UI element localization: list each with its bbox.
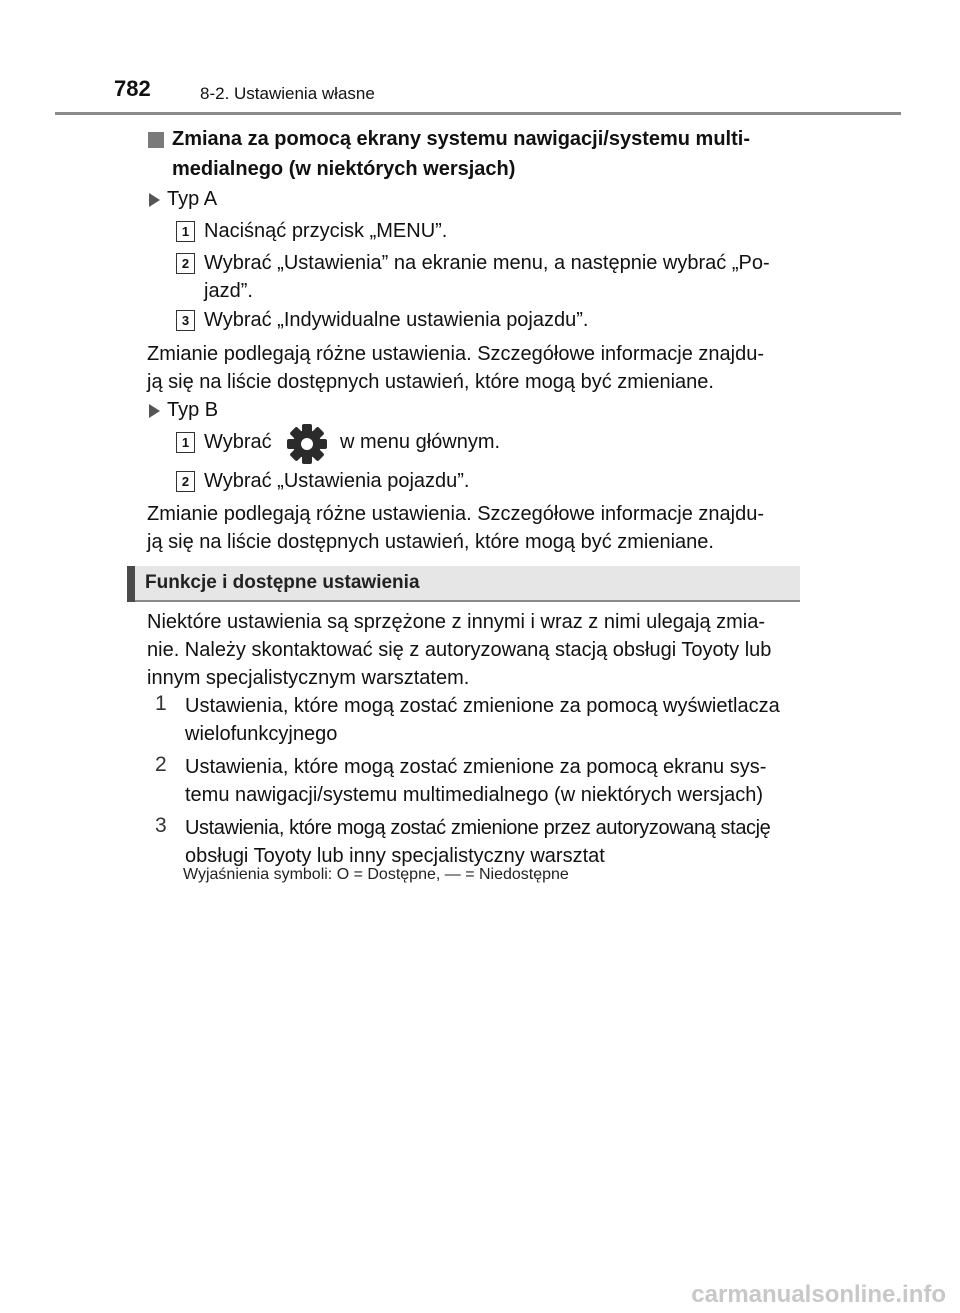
- subsection-title-line1: Zmiana za pomocą ekrany systemu nawigacji/systemu multi-: [172, 128, 750, 150]
- step-number-badge: 3: [176, 310, 195, 331]
- intro-line1: Niektóre ustawienia są sprzężone z innymi i wraz z nimi ulegają zmia-: [147, 611, 766, 633]
- type-b-paragraph-line2: ją się na liście dostępnych ustawień, które mogą być zmieniane.: [147, 531, 714, 553]
- section-heading: Funkcje i dostępne ustawienia: [145, 572, 420, 593]
- step-number-badge: 2: [176, 471, 195, 492]
- step-number-badge: 2: [176, 253, 195, 274]
- list-item-2-line2: temu nawigacji/systemu multimedialnego (w niektórych wersjach): [185, 784, 763, 806]
- symbol-legend-note: Wyjaśnienia symboli: O = Dostępne, — = Niedostępne: [183, 866, 569, 883]
- list-item-1-line2: wielofunkcyjnego: [185, 723, 338, 745]
- type-a-step-2-line1: Wybrać „Ustawienia” na ekranie menu, a następnie wybrać „Po-: [204, 252, 770, 274]
- type-b-paragraph-line1: Zmianie podlegają różne ustawienia. Szczegółowe informacje znajdu-: [147, 503, 765, 525]
- page-number: 782: [114, 76, 151, 101]
- header-divider: [55, 112, 901, 115]
- step-number-badge: 1: [176, 432, 195, 453]
- watermark: carmanualsonline.info: [691, 1281, 946, 1308]
- type-b-step-1-before: Wybrać: [204, 431, 272, 453]
- type-b-step-2: Wybrać „Ustawienia pojazdu”.: [204, 470, 470, 492]
- list-number: 3: [155, 814, 167, 837]
- type-b-step-1-after: w menu głównym.: [340, 431, 501, 453]
- subsection-title-line2: medialnego (w niektórych wersjach): [172, 158, 516, 180]
- section-heading-bar: [127, 566, 800, 602]
- type-a-step-1: Naciśnąć przycisk „MENU”.: [204, 220, 448, 242]
- arrow-bullet-icon: [149, 404, 160, 418]
- list-item-1-line1: Ustawienia, które mogą zostać zmienione za pomocą wyświetlacza: [185, 695, 780, 717]
- list-item-3-line1: Ustawienia, które mogą zostać zmienione przez autoryzowaną stację: [185, 817, 771, 839]
- list-item-2-line1: Ustawienia, które mogą zostać zmienione za pomocą ekranu sys-: [185, 756, 767, 778]
- type-a-paragraph-line2: ją się na liście dostępnych ustawień, które mogą być zmieniane.: [147, 371, 714, 393]
- step-number-badge: 1: [176, 221, 195, 242]
- list-number: 1: [155, 692, 167, 715]
- type-a-paragraph-line1: Zmianie podlegają różne ustawienia. Szczegółowe informacje znajdu-: [147, 343, 765, 365]
- list-number: 2: [155, 753, 167, 776]
- type-b-label: Typ B: [167, 399, 219, 421]
- intro-line3: innym specjalistycznym warsztatem.: [147, 667, 470, 689]
- type-a-step-2-line2: jazd”.: [204, 280, 253, 302]
- square-bullet-icon: [148, 132, 164, 148]
- section-title: 8-2. Ustawienia własne: [200, 84, 375, 103]
- gear-icon: [283, 420, 331, 468]
- type-a-label: Typ A: [167, 188, 218, 210]
- intro-line2: nie. Należy skontaktować się z autoryzowaną stacją obsługi Toyoty lub: [147, 639, 772, 661]
- type-a-step-3: Wybrać „Indywidualne ustawienia pojazdu”.: [204, 309, 589, 331]
- list-item-3-line2: obsługi Toyoty lub inny specjalistyczny warsztat: [185, 845, 605, 867]
- section-heading-accent: [127, 566, 135, 602]
- arrow-bullet-icon: [149, 193, 160, 207]
